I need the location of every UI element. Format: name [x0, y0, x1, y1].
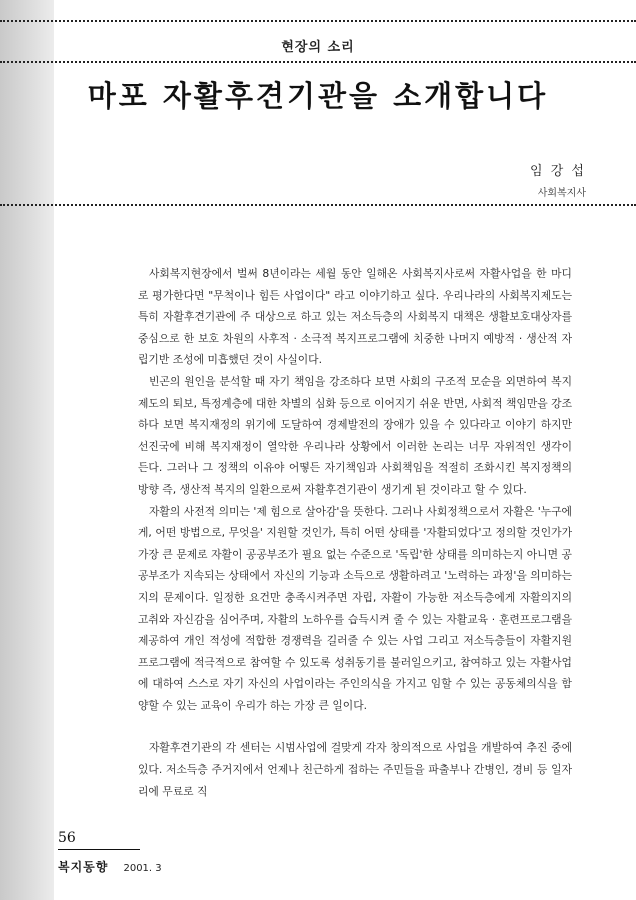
page-number: 56: [58, 830, 76, 846]
article-body: [138, 263, 572, 802]
page-footer: [58, 830, 162, 875]
paragraph: 자활의 사전적 의미는 '제 힘으로 살아감'을 뜻한다. 그러나 사회정책으로서 자활은 '누구에게, 어떤 방법으로, 무엇을' 지원할 것인가, 특히 어떤 상태를 '자활되었다'고 정의할 것인가가 가장 큰 문제로 자활이 공공부조가 필요 없는 수준으로 '독립'한 상태를 의미하는지 아니면 공공부조가 지속되는 상태에서 자신의 기능과 소득으로 생활하려고 '노력하는 과정'을 의미하는지의 문제이다. 일정한 요건만 충족시켜주면 자립, 자활이 가능한 저소득층에게 자활의지의 고취와 자신감을 심어주며, 자활의 노하우를 습득시켜 줄 수 있는 자활교육 · 훈련프로그램을 제공하여 개인 적성에 적합한 경쟁력을 길러줄 수 있는 사업 그리고 저소득층들이 자활지원 프로그램에 적극적으로 참여할 수 있도록 성취동기를 불러일으키고, 참여하고 있는 자활사업에 대하여 스스로 자기 자신의 사업이라는 주인의식을 가지고 임할 수 있는 공동체의식을 함양할 수 있는 교육이 우리가 하는 가장 큰 일이다.: [138, 504, 572, 712]
author-block: [530, 160, 586, 199]
issue-date: 2001. 3: [123, 863, 162, 874]
paragraph: 사회복지현장에서 벌써 8년이라는 세월 동안 일해온 사회복지사로써 자활사업을 한 마디로 평가한다면 "무척이나 힘든 사업이다" 라고 이야기하고 싶다. 우리나라의 사회복지제도는 특히 자활후견기관에 주 대상으로 하고 있는 저소득층의 사회복지 대책은 생활보호대상자를 중심으로 한 보호 차원의 사후적 · 소극적 복지프로그램에 치중한 나머지 예방적 · 생산적 자립기반 조성에 미흡했던 것이 사실이다.: [138, 267, 572, 367]
header-bottom-dotted-rule: [0, 204, 636, 206]
top-dotted-rule: [0, 20, 636, 22]
section-dotted-rule: [0, 61, 636, 63]
paragraph: 빈곤의 원인을 분석할 때 자기 책임을 강조하다 보면 사회의 구조적 모순을 외면하여 복지제도의 퇴보, 특정계층에 대한 차별의 심화 등으로 이어지기 쉬운 반면, 사회적 책임만을 강조하다 보면 복지재정의 위기에 도달하여 경제발전의 장애가 있을 수 있다라고 이야기 하지만 선진국에 비해 복지재정이 열악한 우리나라 상황에서 이러한 논리는 너무 자위적인 생각이 든다. 그러나 그 정책의 이유야 어떻든 자기책임과 사회책임을 적절히 조화시킨 복지정책의 방향 즉, 생산적 복지의 일환으로써 자활후견기관이 생기게 된 것이라고 할 수 있다.: [138, 374, 572, 496]
author-name: 임 강 섭: [530, 164, 586, 179]
page-title: 마포 자활후견기관을 소개합니다: [87, 79, 549, 113]
magazine-name: 복지동향: [58, 860, 109, 874]
author-role: 사회복지사: [537, 188, 586, 199]
footer-rule: [58, 849, 140, 850]
section-label: 현장의 소리: [281, 40, 355, 55]
paragraph: 자활후견기관의 각 센터는 시범사업에 걸맞게 각자 창의적으로 사업을 개발하여 추진 중에 있다. 저소득층 주거지에서 언제나 친근하게 접하는 주민들을 파출부나 간병인, 경비 등 일자리에 무료로 직: [138, 741, 572, 798]
left-margin-band: [0, 0, 54, 900]
